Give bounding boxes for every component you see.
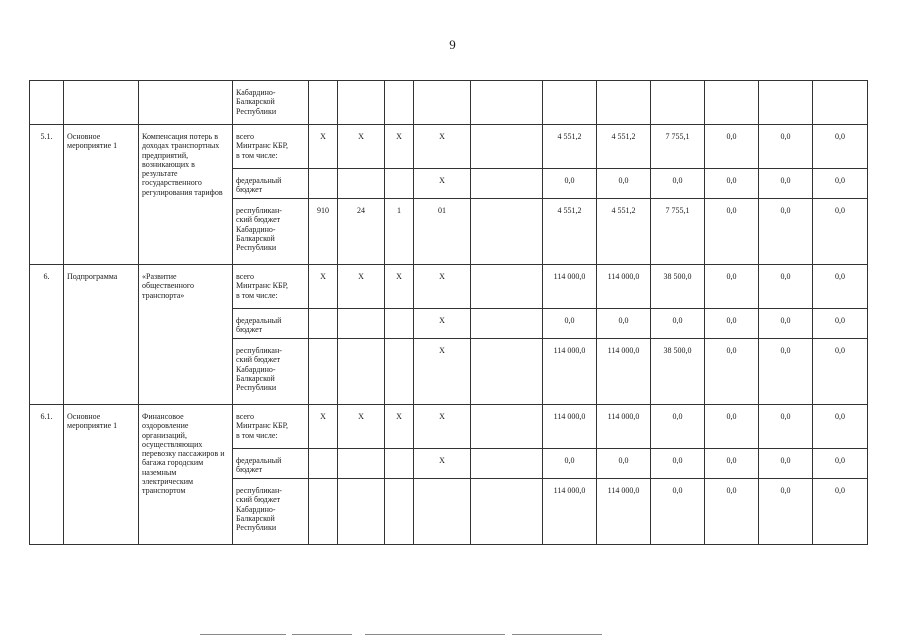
value-cell-v3: 38 500,0 xyxy=(651,339,705,405)
code-cell-grbs xyxy=(309,309,338,339)
value-cell-v1: 0,0 xyxy=(543,449,597,479)
value-cell-v1 xyxy=(543,81,597,125)
value-cell-v4: 0,0 xyxy=(705,265,759,309)
value-cell-v5: 0,0 xyxy=(759,125,813,169)
value-cell-v3: 0,0 xyxy=(651,309,705,339)
code-cell-csr: 01 xyxy=(414,199,471,265)
value-cell-v4: 0,0 xyxy=(705,169,759,199)
value-cell-v3: 0,0 xyxy=(651,169,705,199)
code-cell-pr: X xyxy=(385,405,414,449)
value-cell-v5: 0,0 xyxy=(759,479,813,545)
code-cell-csr: X xyxy=(414,265,471,309)
row-name: «Развитие общественного транспорта» xyxy=(139,265,233,405)
code-cell-rz xyxy=(338,479,385,545)
code-cell-pr: 1 xyxy=(385,199,414,265)
value-cell-v5: 0,0 xyxy=(759,405,813,449)
value-cell-v3: 0,0 xyxy=(651,405,705,449)
code-cell-pr: X xyxy=(385,125,414,169)
value-cell-v6: 0,0 xyxy=(813,265,868,309)
value-cell-v5: 0,0 xyxy=(759,199,813,265)
value-cell-v2: 0,0 xyxy=(597,169,651,199)
scan-artifact-line xyxy=(200,634,286,635)
value-cell-v2: 0,0 xyxy=(597,309,651,339)
value-cell-v4: 0,0 xyxy=(705,339,759,405)
value-cell-v5: 0,0 xyxy=(759,169,813,199)
value-cell-v2: 4 551,2 xyxy=(597,199,651,265)
value-cell-v1: 114 000,0 xyxy=(543,405,597,449)
code-cell-vr xyxy=(471,405,543,449)
row-status: Основное мероприятие 1 xyxy=(64,405,139,545)
code-cell-pr xyxy=(385,309,414,339)
budget-table xyxy=(29,80,868,545)
value-cell-v6: 0,0 xyxy=(813,309,868,339)
code-cell-csr: X xyxy=(414,169,471,199)
code-cell-grbs: X xyxy=(309,405,338,449)
value-cell-v2: 114 000,0 xyxy=(597,265,651,309)
value-cell-v4: 0,0 xyxy=(705,309,759,339)
code-cell-rz xyxy=(338,309,385,339)
funding-source: республикан- ский бюджет Кабардино- Балкарской Республики xyxy=(233,339,309,405)
code-cell-rz: 24 xyxy=(338,199,385,265)
code-cell-grbs xyxy=(309,339,338,405)
value-cell-v5 xyxy=(759,81,813,125)
value-cell-v4: 0,0 xyxy=(705,125,759,169)
value-cell-v5: 0,0 xyxy=(759,265,813,309)
row-code: 5.1. xyxy=(30,125,64,265)
value-cell-v6: 0,0 xyxy=(813,169,868,199)
value-cell-v5: 0,0 xyxy=(759,449,813,479)
code-cell-vr xyxy=(471,199,543,265)
value-cell-v3 xyxy=(651,81,705,125)
code-cell-vr xyxy=(471,449,543,479)
value-cell-v6: 0,0 xyxy=(813,199,868,265)
value-cell-v1: 4 551,2 xyxy=(543,125,597,169)
value-cell-v5: 0,0 xyxy=(759,339,813,405)
table-row xyxy=(30,405,868,449)
funding-source: республикан- ский бюджет Кабардино- Балкарской Республики xyxy=(233,479,309,545)
code-cell-vr xyxy=(471,169,543,199)
code-cell-rz xyxy=(338,169,385,199)
code-cell-csr: X xyxy=(414,339,471,405)
table-row xyxy=(30,81,868,125)
row-name: Финансовое оздоровление организаций, осуществляющих перевозку пассажиров и багажа городским наземным электрическим транспортом xyxy=(139,405,233,545)
value-cell-v2: 114 000,0 xyxy=(597,479,651,545)
value-cell-v3: 38 500,0 xyxy=(651,265,705,309)
value-cell-v6 xyxy=(813,81,868,125)
code-cell-csr xyxy=(414,81,471,125)
scan-artifact-line xyxy=(365,634,505,635)
code-cell-pr xyxy=(385,449,414,479)
row-code: 6.1. xyxy=(30,405,64,545)
code-cell-csr: X xyxy=(414,405,471,449)
code-cell-rz xyxy=(338,339,385,405)
value-cell-v4: 0,0 xyxy=(705,405,759,449)
value-cell-v4: 0,0 xyxy=(705,449,759,479)
table-row xyxy=(30,125,868,169)
code-cell-rz: X xyxy=(338,265,385,309)
code-cell-rz: X xyxy=(338,125,385,169)
value-cell-v6: 0,0 xyxy=(813,125,868,169)
page-number: 9 xyxy=(449,37,456,52)
funding-source: республикан- ский бюджет Кабардино- Балкарской Республики xyxy=(233,199,309,265)
funding-source: федеральный бюджет xyxy=(233,309,309,339)
row-code: 6. xyxy=(30,265,64,405)
code-cell-grbs xyxy=(309,169,338,199)
code-cell-grbs: X xyxy=(309,265,338,309)
funding-source: всего Минтранс КБР, в том числе: xyxy=(233,125,309,169)
value-cell-v2: 114 000,0 xyxy=(597,405,651,449)
code-cell-grbs xyxy=(309,449,338,479)
value-cell-v4 xyxy=(705,81,759,125)
code-cell-csr xyxy=(414,479,471,545)
code-cell-pr xyxy=(385,169,414,199)
row-name: Компенсация потерь в доходах транспортных предприятий, возникающих в результате государственного регулирования тарифов xyxy=(139,125,233,265)
value-cell-v1: 0,0 xyxy=(543,309,597,339)
code-cell-pr xyxy=(385,81,414,125)
code-cell-vr xyxy=(471,125,543,169)
value-cell-v1: 0,0 xyxy=(543,169,597,199)
funding-source: Кабардино- Балкарской Республики xyxy=(233,81,309,125)
code-cell-grbs: X xyxy=(309,125,338,169)
value-cell-v6: 0,0 xyxy=(813,339,868,405)
value-cell-v3: 7 755,1 xyxy=(651,199,705,265)
code-cell-pr xyxy=(385,339,414,405)
code-cell-csr: X xyxy=(414,449,471,479)
code-cell-csr: X xyxy=(414,125,471,169)
table-row xyxy=(30,265,868,309)
row-code xyxy=(30,81,64,125)
code-cell-csr: X xyxy=(414,309,471,339)
funding-source: всего Минтранс КБР, в том числе: xyxy=(233,265,309,309)
scan-artifact-line xyxy=(512,634,602,635)
funding-source: федеральный бюджет xyxy=(233,169,309,199)
code-cell-vr xyxy=(471,81,543,125)
value-cell-v2 xyxy=(597,81,651,125)
code-cell-rz: X xyxy=(338,405,385,449)
value-cell-v2: 114 000,0 xyxy=(597,339,651,405)
value-cell-v3: 0,0 xyxy=(651,449,705,479)
value-cell-v4: 0,0 xyxy=(705,479,759,545)
row-status: Основное мероприятие 1 xyxy=(64,125,139,265)
value-cell-v4: 0,0 xyxy=(705,199,759,265)
value-cell-v3: 7 755,1 xyxy=(651,125,705,169)
value-cell-v1: 114 000,0 xyxy=(543,265,597,309)
code-cell-grbs xyxy=(309,81,338,125)
value-cell-v2: 4 551,2 xyxy=(597,125,651,169)
row-status xyxy=(64,81,139,125)
value-cell-v6: 0,0 xyxy=(813,479,868,545)
value-cell-v5: 0,0 xyxy=(759,309,813,339)
funding-source: федеральный бюджет xyxy=(233,449,309,479)
row-status: Подпрограмма xyxy=(64,265,139,405)
value-cell-v1: 4 551,2 xyxy=(543,199,597,265)
scan-artifact-line xyxy=(292,634,352,635)
code-cell-vr xyxy=(471,309,543,339)
code-cell-rz xyxy=(338,449,385,479)
funding-source: всего Минтранс КБР, в том числе: xyxy=(233,405,309,449)
value-cell-v3: 0,0 xyxy=(651,479,705,545)
value-cell-v1: 114 000,0 xyxy=(543,479,597,545)
value-cell-v2: 0,0 xyxy=(597,449,651,479)
row-name xyxy=(139,81,233,125)
code-cell-rz xyxy=(338,81,385,125)
code-cell-grbs: 910 xyxy=(309,199,338,265)
code-cell-pr xyxy=(385,479,414,545)
code-cell-grbs xyxy=(309,479,338,545)
code-cell-vr xyxy=(471,265,543,309)
value-cell-v6: 0,0 xyxy=(813,405,868,449)
code-cell-vr xyxy=(471,339,543,405)
code-cell-pr: X xyxy=(385,265,414,309)
value-cell-v6: 0,0 xyxy=(813,449,868,479)
value-cell-v1: 114 000,0 xyxy=(543,339,597,405)
code-cell-vr xyxy=(471,479,543,545)
